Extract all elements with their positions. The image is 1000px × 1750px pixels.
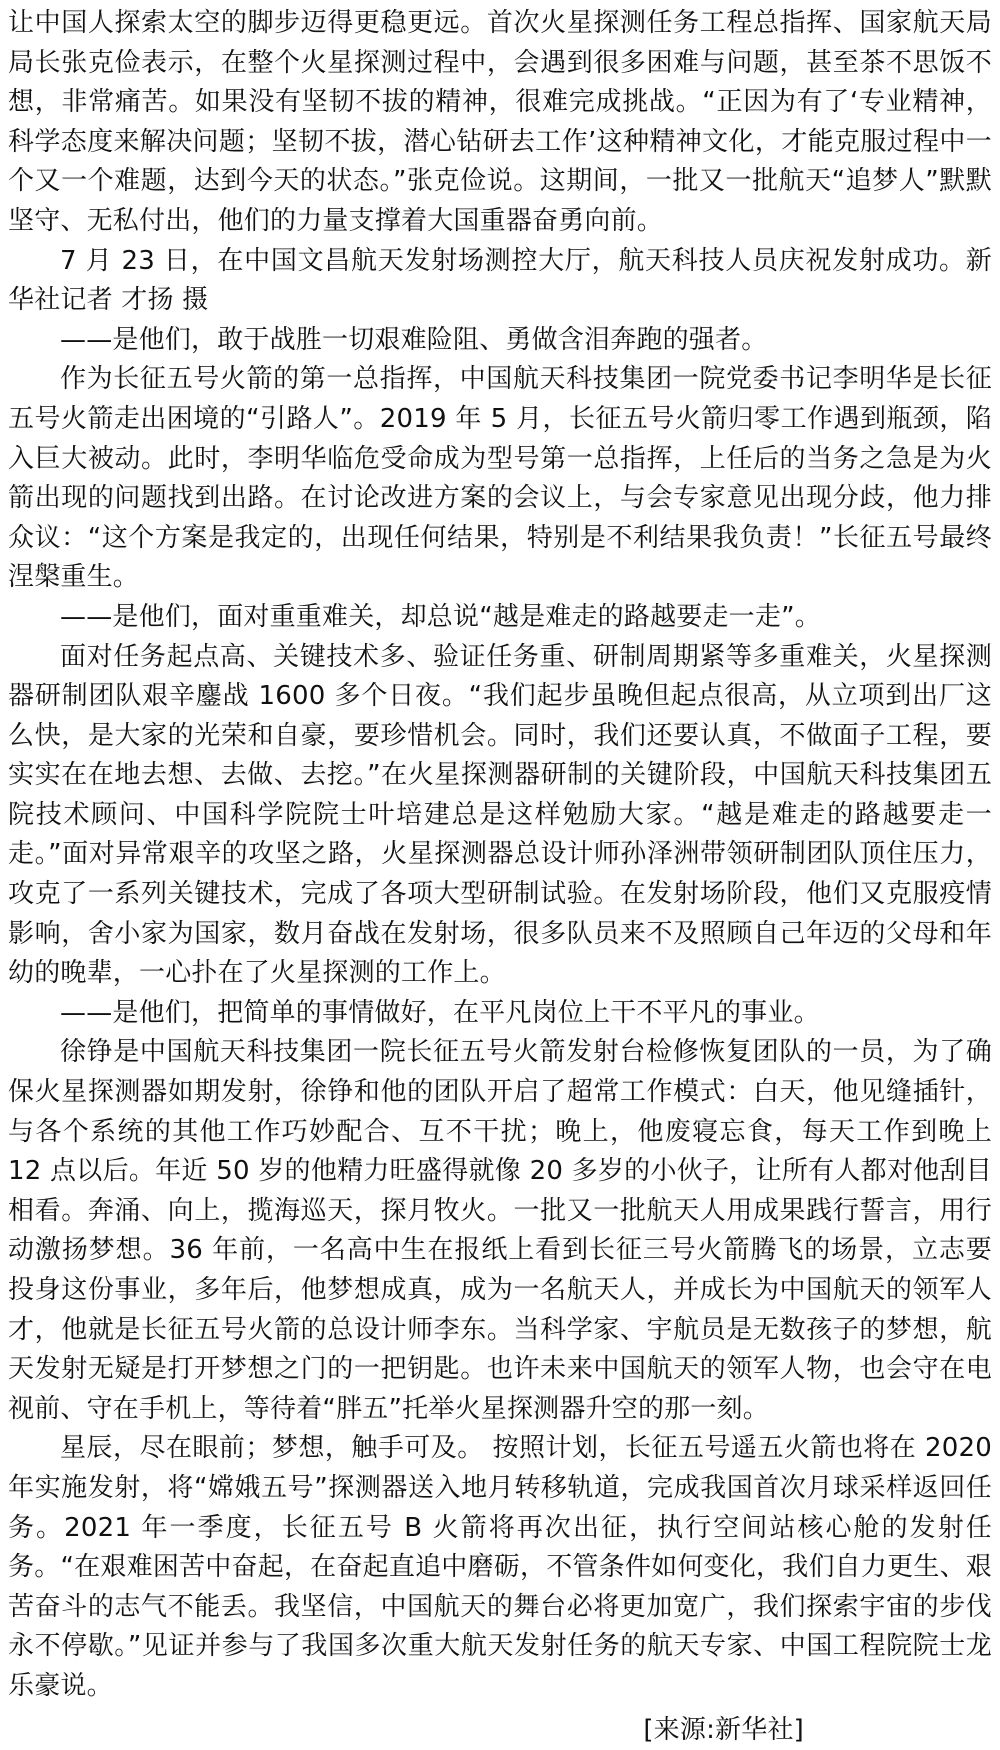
paragraph-future-missions: 星辰，尽在眼前；梦想，触手可及。 按照计划，长征五号遥五火箭也将在 2020 年实施发射，将“嫦娥五号”探测器送入地月转移轨道，完成我国首次月球采样返回任务。2021 年一季度，长征五号 B 火箭将再次出征，执行空间站核心舱的发射任务。“在艰难困苦中奋起，在奋起直追中磨砺，不管条件如何变化，我们自力更生、艰苦奋斗的志气不能丢。我坚信，中国航天的舞台必将更加宽广，我们探索宇宙的步伐永不停歇。”见证并参与了我国多次重大航天发射任务的航天专家、中国工程院院士龙乐豪说。	[8, 1433, 992, 1701]
source-attribution: [来源:新华社]	[643, 1714, 804, 1745]
section-lead-strong-ones: ——是他们，敢于战胜一切艰难险阻、勇做含泪奔跑的强者。	[60, 324, 768, 355]
paragraph-li-minghua: 作为长征五号火箭的第一总指挥，中国航天科技集团一院党委书记李明华是长征五号火箭走出困境的“引路人”。2019 年 5 月，长征五号火箭归零工作遇到瓶颈，陷入巨大被动。此时，李明华临危受命成为型号第一总指挥，上任后的当务之急是为火箭出现的问题找到出路。在讨论改进方案的会议上，与会专家意见出现分歧，他力排众议：“这个方案是我定的，出现任何结果，特别是不利结果我负责！”长征五号最终涅槃重生。	[8, 364, 992, 593]
paragraph-mars-probe-team: 面对任务起点高、关键技术多、验证任务重、研制周期紧等多重难关，火星探测器研制团队艰辛鏖战 1600 多个日夜。“我们起步虽晚但起点很高，从立项到出厂这么快，是大家的光荣和自豪，要珍惜机会。同时，我们还要认真，不做面子工程，要实实在在地去想、去做、去挖。”在火星探测器研制的关键阶段，中国航天科技集团五院技术顾问、中国科学院院士叶培建总是这样勉励大家。“越是难走的路越要走一走。”面对异常艰辛的攻坚之路，火星探测器总设计师孙泽洲带领研制团队顶住压力，攻克了一系列关键技术，完成了各项大型研制试验。在发射场阶段，他们又克服疫情影响，舍小家为国家，数月奋战在发射场，很多队员来不及照顾自己年迈的父母和年幼的晚辈，一心扑在了火星探测的工作上。	[8, 641, 992, 989]
paragraph-intro-continuation: 让中国人探索太空的脚步迈得更稳更远。首次火星探测任务工程总指挥、国家航天局局长张克俭表示，在整个火星探测过程中，会遇到很多困难与问题，甚至茶不思饭不想，非常痛苦。如果没有坚韧不拔的精神，很难完成挑战。“正因为有了‘专业精神，科学态度来解决问题；坚韧不拔，潜心钻研去工作’这种精神文化，才能克服过程中一个又一个难题，达到今天的状态。”张克俭说。这期间，一批又一批航天“追梦人”默默坚守、无私付出，他们的力量支撑着大国重器奋勇向前。	[8, 8, 992, 236]
photo-caption: 7 月 23 日，在中国文昌航天发射场测控大厅，航天科技人员庆祝发射成功。新华社记者 才扬 摄	[8, 245, 992, 316]
section-lead-ordinary-posts: ——是他们，把简单的事情做好，在平凡岗位上干不平凡的事业。	[60, 997, 820, 1028]
paragraph-xu-zheng: 徐铮是中国航天科技集团一院长征五号火箭发射台检修恢复团队的一员，为了确保火星探测器如期发射，徐铮和他的团队开启了超常工作模式：白天，他见缝插针，与各个系统的其他工作巧妙配合、互不干扰；晚上，他废寝忘食，每天工作到晚上 12 点以后。年近 50 岁的他精力旺盛得就像 20 多岁的小伙子，让所有人都对他刮目相看。奔涌、向上，揽海巡天，探月牧火。一批又一批航天人用成果践行誓言，用行动激扬梦想。36 年前，一名高中生在报纸上看到长征三号火箭腾飞的场景，立志要投身这份事业，多年后，他梦想成真，成为一名航天人，并成长为中国航天的领军人才，他就是长征五号火箭的总设计师李东。当科学家、宇航员是无数孩子的梦想，航天发射无疑是打开梦想之门的一把钥匙。也许未来中国航天的领军人物，也会守在电视前、守在手机上，等待着“胖五”托举火星探测器升空的那一刻。	[8, 1037, 992, 1424]
section-lead-hard-road: ——是他们，面对重重难关，却总说“越是难走的路越要走一走”。	[60, 601, 821, 632]
